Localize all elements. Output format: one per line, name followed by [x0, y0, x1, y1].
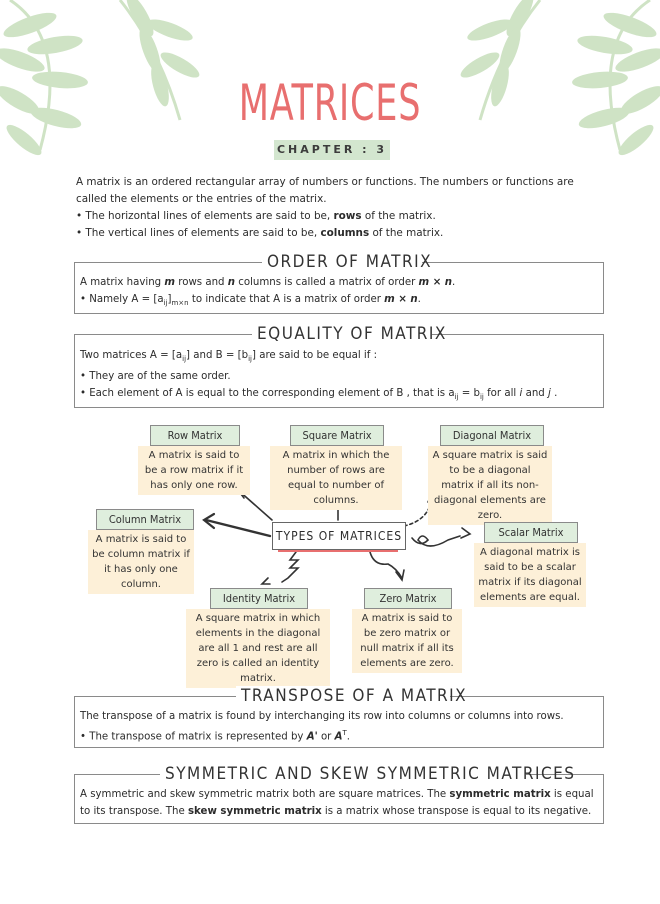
row-matrix-tag: Row Matrix [150, 425, 240, 446]
square-matrix-note: A matrix in which the number of rows are equal to number of columns. [270, 446, 402, 510]
matrix-definition: A matrix is an ordered rectangular array of numbers or functions. The numbers or functions are called the elements or the entries of the matrix. [76, 176, 574, 205]
identity-matrix-note: A square matrix in which elements in the diagonal are all 1 and rest are all zero is called an identity matrix. [186, 609, 330, 688]
page-title: MATRICES [238, 74, 422, 132]
column-matrix-note: A matrix is said to be column matrix if it has only one column. [88, 530, 194, 594]
scalar-matrix-note: A diagonal matrix is said to be a scalar matrix if its diagonal elements are equal. [474, 543, 586, 607]
zero-matrix-tag: Zero Matrix [364, 588, 452, 609]
transpose-title: TRANSPOSE OF A MATRIX [236, 686, 450, 706]
symmetric-title: SYMMETRIC AND SKEW SYMMETRIC MATRICES [160, 764, 526, 784]
scalar-matrix-tag: Scalar Matrix [484, 522, 578, 543]
diagonal-matrix-note: A square matrix is said to be a diagonal matrix if all its non-diagonal elements are zero. [428, 446, 552, 525]
types-center-box: TYPES OF MATRICES [272, 522, 406, 550]
column-matrix-tag: Column Matrix [96, 509, 194, 530]
transpose-text: The transpose of a matrix is found by interchanging its row into columns or columns into rows. • The transpose of matrix is represented by A' or $A^T$. [80, 711, 564, 743]
symmetric-text: A symmetric and skew symmetric matrix both are square matrices. The symmetric matrix is equal to its transpose. The skew symmetric matrix is a matrix whose transpose is equal to its negative. [80, 789, 594, 817]
zero-matrix-note: A matrix is said to be zero matrix or null matrix if all its elements are zero. [352, 609, 462, 673]
order-text: A matrix having m rows and n columns is called a matrix of order m × n. • Namely $A = [a_{ij}]_{m\times n}$ to indicate that A is a matrix of order m × n. [80, 277, 456, 308]
row-matrix-note: A matrix is said to be a row matrix if it has only one row. [138, 446, 250, 495]
chapter-badge: CHAPTER : 3 [274, 140, 390, 160]
equality-text: Two matrices $A = [a_{ij}]$ and $B = [b_{ij}]$ are said to be equal if : • They are of the same order. • Each element of A is equal to the corresponding element of B , that is $a_{ij} = b_{ij}$ for all i and j . [80, 350, 558, 402]
rows-bullet: • The horizontal lines of elements are said to be, rows of the matrix. [76, 210, 436, 222]
identity-matrix-tag: Identity Matrix [210, 588, 308, 609]
equality-title: EQUALITY OF MATRIX [252, 324, 432, 344]
order-title: ORDER OF MATRIX [262, 252, 422, 272]
square-matrix-tag: Square Matrix [290, 425, 384, 446]
types-center-underline [278, 550, 398, 552]
columns-bullet: • The vertical lines of elements are said to be, columns of the matrix. [76, 227, 444, 239]
diagonal-matrix-tag: Diagonal Matrix [440, 425, 544, 446]
